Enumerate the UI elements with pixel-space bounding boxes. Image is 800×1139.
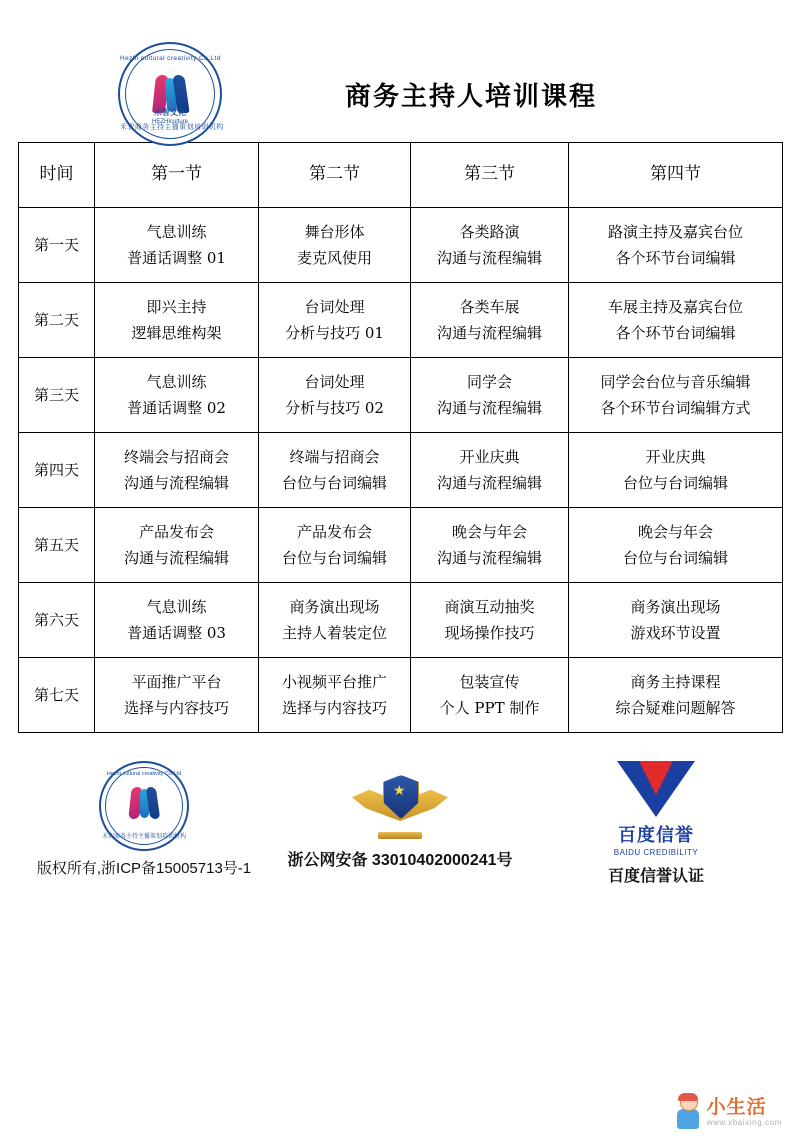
table-row xyxy=(19,658,783,733)
schedule-table-wrapper xyxy=(18,142,782,733)
footer-company-seal-logo xyxy=(99,761,189,851)
cell-line: 沟通与流程编辑 xyxy=(436,249,542,267)
cell-line: 台词处理 xyxy=(304,372,365,391)
icp-badge xyxy=(19,761,269,878)
session-cell-2 xyxy=(259,433,411,508)
table-row xyxy=(19,208,783,283)
cell-line: 包装宣传 xyxy=(459,672,520,691)
cell-line: 沟通与流程编辑 xyxy=(436,399,542,417)
row-day-label: 第五天 xyxy=(19,508,95,583)
footer-seal-monogram-icon xyxy=(129,787,159,819)
session-cell-2 xyxy=(259,508,411,583)
copyright-text: 版权所有,浙ICP备15005713号-1 xyxy=(36,860,252,877)
cell-line: 沟通与流程编辑 xyxy=(436,549,542,567)
session-cell-4 xyxy=(569,508,783,583)
cell-line: 各类路演 xyxy=(459,222,520,241)
table-row xyxy=(19,358,783,433)
cell-line: 各类车展 xyxy=(459,297,520,316)
row-day-label: 第七天 xyxy=(19,658,95,733)
cell-line: 主持人着装定位 xyxy=(281,624,387,642)
cell-line: 各个环节台词编辑方式 xyxy=(600,399,751,417)
site-watermark xyxy=(675,1095,782,1129)
police-record-text: 浙公网安备 33010402000241号 xyxy=(287,852,513,869)
footer-seal-bottom-arc-text: 禾智商务主持主播策划培训机构 xyxy=(101,834,186,840)
cell-line: 普通话调整 02 xyxy=(127,399,226,417)
cell-line: 逻辑思维构架 xyxy=(131,324,222,342)
watermark-url: www.xbaixing.com xyxy=(706,1117,782,1127)
session-cell-4 xyxy=(569,658,783,733)
baidu-caption: 百度信誉认证 xyxy=(607,868,704,885)
cell-line: 综合疑难问题解答 xyxy=(615,699,736,717)
cell-line: 沟通与流程编辑 xyxy=(436,474,542,492)
police-record-badge[interactable] xyxy=(275,761,525,870)
session-cell-4 xyxy=(569,208,783,283)
session-cell-3 xyxy=(411,583,569,658)
cell-line: 气息训练 xyxy=(146,222,207,241)
session-cell-1 xyxy=(95,283,259,358)
column-header-time: 时间 xyxy=(19,143,95,208)
column-header-session-4: 第四节 xyxy=(569,143,783,208)
table-row xyxy=(19,508,783,583)
cell-line: 晚会与年会 xyxy=(451,522,527,541)
seal-company-name-cn: 禾智文化 xyxy=(154,108,186,117)
row-day-label: 第六天 xyxy=(19,583,95,658)
seal-company-name-en: HEZHIculture xyxy=(151,119,188,125)
cell-line: 台位与台词编辑 xyxy=(622,474,728,492)
company-seal-logo xyxy=(118,42,222,146)
session-cell-1 xyxy=(95,358,259,433)
session-cell-2 xyxy=(259,658,411,733)
seal-top-arc-text: Hezhi cultural creativity Co.Ltd xyxy=(120,55,221,62)
cell-line: 产品发布会 xyxy=(138,522,214,541)
column-header-session-3: 第三节 xyxy=(411,143,569,208)
row-day-label: 第三天 xyxy=(19,358,95,433)
cell-line: 同学会台位与音乐编辑 xyxy=(600,372,751,391)
page-title: 商务主持人培训课程 xyxy=(344,81,597,112)
course-schedule-table xyxy=(18,142,783,733)
session-cell-4 xyxy=(569,283,783,358)
cell-line: 各个环节台词编辑 xyxy=(615,249,736,267)
cell-line: 沟通与流程编辑 xyxy=(436,324,542,342)
column-header-session-2: 第二节 xyxy=(259,143,411,208)
cell-line: 同学会 xyxy=(466,372,512,391)
cell-line: 晚会与年会 xyxy=(637,522,713,541)
cell-line: 分析与技巧 01 xyxy=(285,324,384,342)
cell-line: 普通话调整 01 xyxy=(127,249,226,267)
document-header xyxy=(0,0,800,131)
cell-line: 舞台形体 xyxy=(304,222,365,241)
police-emblem-icon: ★ xyxy=(352,765,448,841)
table-row xyxy=(19,283,783,358)
cell-line: 现场操作技巧 xyxy=(444,624,535,642)
cell-line: 终端与招商会 xyxy=(289,447,380,466)
cell-line: 分析与技巧 02 xyxy=(285,399,384,417)
cell-line: 终端会与招商会 xyxy=(123,447,229,466)
baidu-name-cn: 百度信誉 xyxy=(618,825,694,845)
cell-line: 商演互动抽奖 xyxy=(444,597,535,616)
cell-line: 即兴主持 xyxy=(146,297,207,316)
cell-line: 产品发布会 xyxy=(296,522,372,541)
cell-line: 普通话调整 03 xyxy=(127,624,226,642)
cell-line: 台位与台词编辑 xyxy=(281,549,387,567)
watermark-title: 小生活 xyxy=(706,1096,767,1118)
cell-line: 选择与内容技巧 xyxy=(123,699,229,717)
session-cell-1 xyxy=(95,208,259,283)
row-day-label: 第二天 xyxy=(19,283,95,358)
table-row xyxy=(19,583,783,658)
cell-line: 各个环节台词编辑 xyxy=(615,324,736,342)
cell-line: 个人 PPT 制作 xyxy=(439,699,540,717)
cell-line: 台词处理 xyxy=(304,297,365,316)
cell-line: 车展主持及嘉宾台位 xyxy=(607,297,743,316)
cell-line: 台位与台词编辑 xyxy=(622,549,728,567)
watermark-text-group xyxy=(707,1098,782,1127)
session-cell-4 xyxy=(569,433,783,508)
cell-line: 气息训练 xyxy=(146,597,207,616)
footer-badges xyxy=(0,761,800,886)
cell-line: 游戏环节设置 xyxy=(630,624,721,642)
footer-seal-top-arc-text: Hezhi cultural creativity Co.Ltd xyxy=(106,771,182,777)
row-day-label: 第四天 xyxy=(19,433,95,508)
cell-line: 选择与内容技巧 xyxy=(281,699,387,717)
session-cell-1 xyxy=(95,433,259,508)
mascot-icon xyxy=(675,1095,701,1129)
session-cell-2 xyxy=(259,283,411,358)
session-cell-3 xyxy=(411,508,569,583)
seal-bottom-arc-text: 禾智商务主持主播策划培训机构 xyxy=(120,124,224,131)
baidu-v-icon xyxy=(617,761,695,817)
table-row xyxy=(19,433,783,508)
cell-line: 气息训练 xyxy=(146,372,207,391)
session-cell-1 xyxy=(95,583,259,658)
cell-line: 小视频平台推广 xyxy=(281,672,387,691)
cell-line: 沟通与流程编辑 xyxy=(123,474,229,492)
cell-line: 商务演出现场 xyxy=(630,597,721,616)
cell-line: 路演主持及嘉宾台位 xyxy=(607,222,743,241)
cell-line: 商务主持课程 xyxy=(630,672,721,691)
session-cell-2 xyxy=(259,583,411,658)
baidu-logo xyxy=(596,761,716,857)
column-header-session-1: 第一节 xyxy=(95,143,259,208)
baidu-name-en: BAIDU CREDIBILITY xyxy=(613,848,699,857)
baidu-credibility-badge[interactable] xyxy=(531,761,781,886)
session-cell-3 xyxy=(411,358,569,433)
session-cell-2 xyxy=(259,208,411,283)
cell-line: 开业庆典 xyxy=(645,447,706,466)
session-cell-3 xyxy=(411,283,569,358)
session-cell-4 xyxy=(569,358,783,433)
session-cell-1 xyxy=(95,508,259,583)
session-cell-3 xyxy=(411,658,569,733)
table-header-row xyxy=(19,143,783,208)
cell-line: 沟通与流程编辑 xyxy=(123,549,229,567)
session-cell-3 xyxy=(411,433,569,508)
session-cell-1 xyxy=(95,658,259,733)
cell-line: 平面推广平台 xyxy=(131,672,222,691)
cell-line: 商务演出现场 xyxy=(289,597,380,616)
cell-line: 开业庆典 xyxy=(459,447,520,466)
session-cell-3 xyxy=(411,208,569,283)
cell-line: 台位与台词编辑 xyxy=(281,474,387,492)
session-cell-2 xyxy=(259,358,411,433)
row-day-label: 第一天 xyxy=(19,208,95,283)
session-cell-4 xyxy=(569,583,783,658)
table-body xyxy=(19,208,783,733)
cell-line: 麦克风使用 xyxy=(296,249,372,267)
